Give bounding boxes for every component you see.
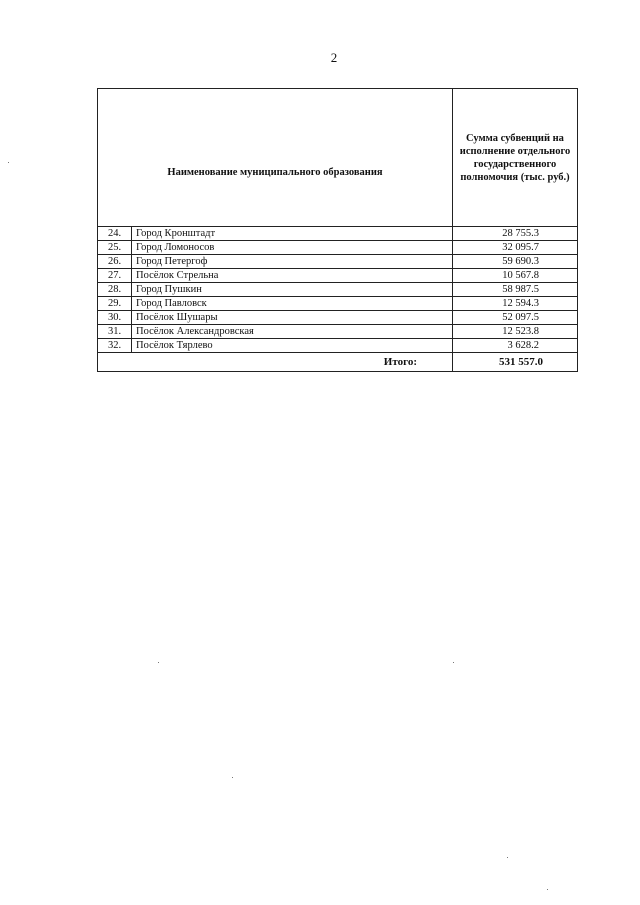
table-row [98, 339, 578, 353]
row-number: 30. [98, 311, 132, 325]
table-row [98, 311, 578, 325]
column-header-name: Наименование муниципального образования [98, 89, 453, 227]
table-row [98, 241, 578, 255]
subvention-amount: 52 097.5 [453, 311, 578, 325]
subvention-table [97, 88, 578, 372]
table-row [98, 227, 578, 241]
scan-speck [507, 857, 508, 858]
table-row [98, 297, 578, 311]
row-number: 29. [98, 297, 132, 311]
subvention-amount: 59 690.3 [453, 255, 578, 269]
row-number: 26. [98, 255, 132, 269]
municipality-name: Город Ломоносов [132, 241, 453, 255]
municipality-name: Посёлок Стрельна [132, 269, 453, 283]
scan-speck [158, 662, 159, 663]
municipality-name: Город Пушкин [132, 283, 453, 297]
row-number: 24. [98, 227, 132, 241]
total-row [98, 353, 578, 372]
table-row [98, 325, 578, 339]
municipality-name: Город Павловск [132, 297, 453, 311]
scan-speck [453, 662, 454, 663]
municipality-name: Посёлок Александровская [132, 325, 453, 339]
row-number: 25. [98, 241, 132, 255]
row-number: 31. [98, 325, 132, 339]
row-number: 32. [98, 339, 132, 353]
municipality-name: Посёлок Шушары [132, 311, 453, 325]
scan-speck [547, 889, 548, 890]
municipality-name: Посёлок Тярлево [132, 339, 453, 353]
subvention-amount: 32 095.7 [453, 241, 578, 255]
table-row [98, 283, 578, 297]
total-label: Итого: [98, 353, 453, 372]
municipality-name: Город Кронштадт [132, 227, 453, 241]
row-number: 28. [98, 283, 132, 297]
subvention-amount: 12 523.8 [453, 325, 578, 339]
column-header-sum: Сумма субвенций на исполнение отдельного государственного полномочия (тыс. руб.) [453, 89, 578, 227]
scan-speck [232, 777, 233, 778]
municipality-name: Город Петергоф [132, 255, 453, 269]
table-row [98, 255, 578, 269]
subvention-amount: 28 755.3 [453, 227, 578, 241]
total-value: 531 557.0 [453, 353, 578, 372]
page-number: 2 [330, 50, 338, 65]
table-header-row [98, 89, 578, 227]
subvention-amount: 12 594.3 [453, 297, 578, 311]
subvention-amount: 3 628.2 [453, 339, 578, 353]
scan-speck [8, 162, 9, 163]
table-row [98, 269, 578, 283]
subvention-amount: 58 987.5 [453, 283, 578, 297]
subvention-amount: 10 567.8 [453, 269, 578, 283]
row-number: 27. [98, 269, 132, 283]
